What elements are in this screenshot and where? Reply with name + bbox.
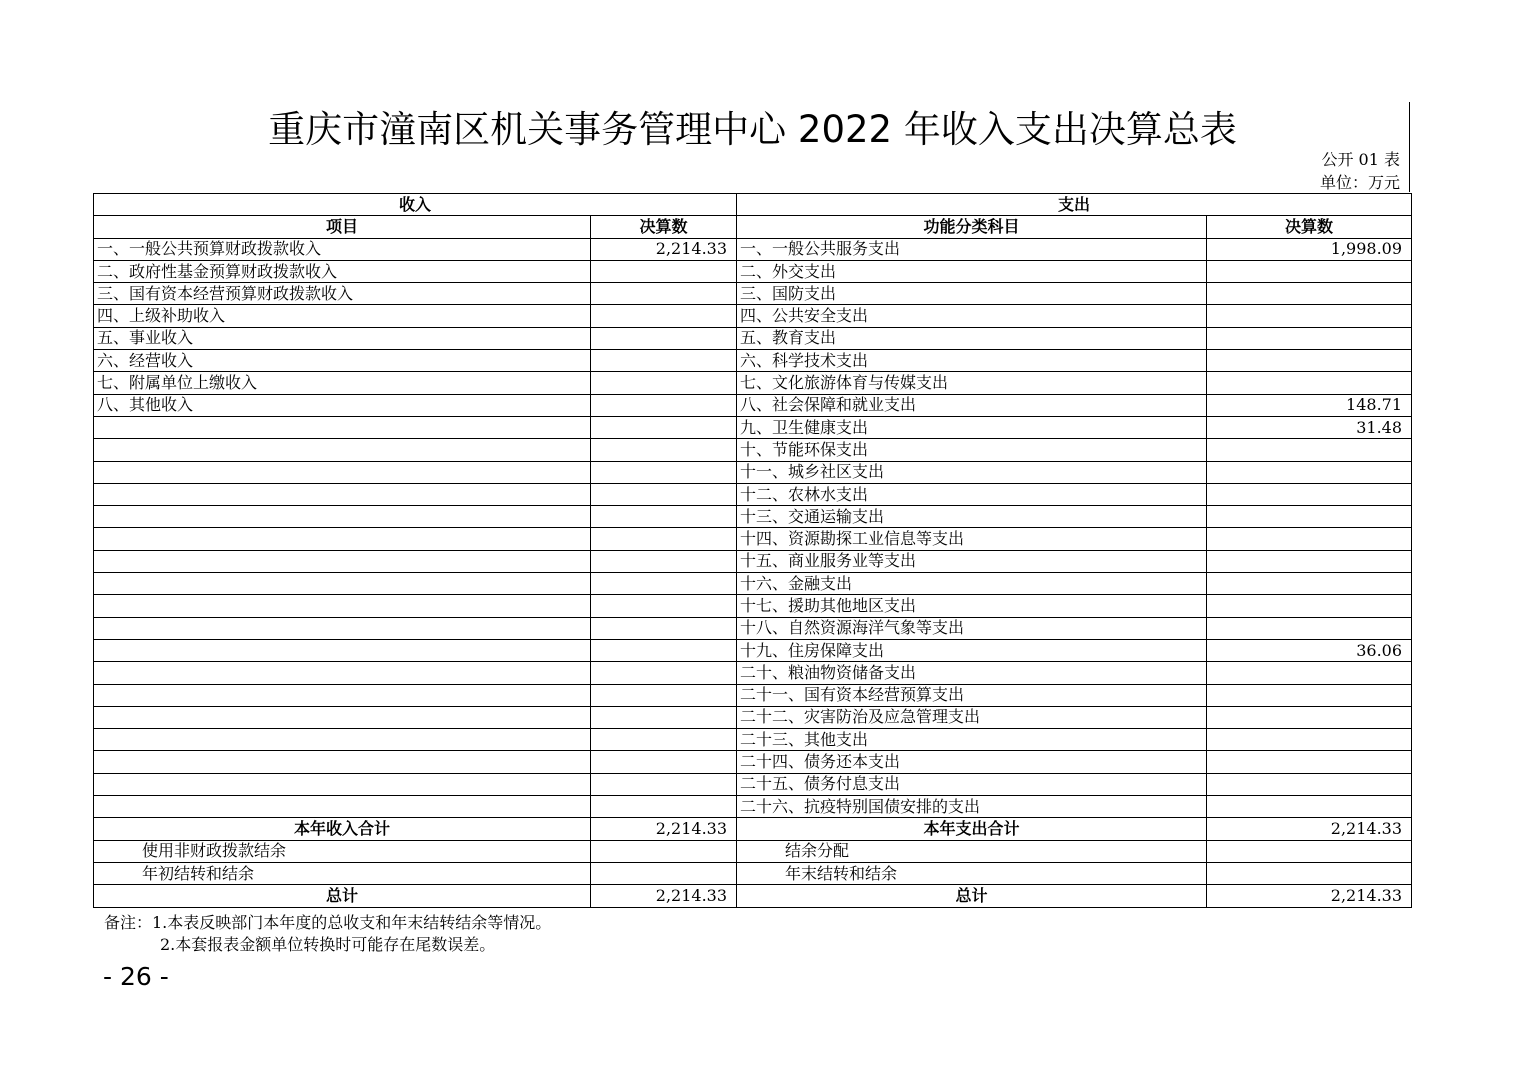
- table-row: [94, 550, 1412, 572]
- expense-item: 二十二、灾害防治及应急管理支出: [737, 706, 1207, 728]
- expense-item: 十九、住房保障支出: [737, 639, 1207, 661]
- income-item: [94, 617, 591, 639]
- expense-item: 十七、援助其他地区支出: [737, 595, 1207, 617]
- income-amount: [591, 372, 737, 394]
- expense-header: 支出: [737, 194, 1412, 216]
- income-amount: [591, 796, 737, 818]
- expense-item: 七、文化旅游体育与传媒支出: [737, 372, 1207, 394]
- income-item: [94, 796, 591, 818]
- page-number: - 26 -: [103, 962, 169, 991]
- table-row: [94, 283, 1412, 305]
- note-2: 2.本套报表金额单位转换时可能存在尾数误差。: [160, 935, 496, 954]
- income-amount: [591, 416, 737, 438]
- table-row: [94, 350, 1412, 372]
- expense-item: 二十三、其他支出: [737, 729, 1207, 751]
- table-row: [94, 416, 1412, 438]
- income-amount: [591, 461, 737, 483]
- income-amount: [591, 729, 737, 751]
- income-item: [94, 729, 591, 751]
- expense-item: 二、外交支出: [737, 260, 1207, 282]
- expense-amount: [1207, 729, 1412, 751]
- income-total-amount: 2,214.33: [591, 885, 737, 907]
- expense-amount: [1207, 327, 1412, 349]
- income-item: [94, 751, 591, 773]
- income-item: 七、附属单位上缴收入: [94, 372, 591, 394]
- expense-amount: [1207, 550, 1412, 572]
- table-row: [94, 729, 1412, 751]
- expense-item: 九、卫生健康支出: [737, 416, 1207, 438]
- expense-amount: [1207, 260, 1412, 282]
- column-header-row: [94, 216, 1412, 238]
- income-amount: [591, 305, 737, 327]
- expense-amount: 1,998.09: [1207, 238, 1412, 260]
- income-amount: [591, 773, 737, 795]
- expense-item: 十二、农林水支出: [737, 483, 1207, 505]
- expense-amount: [1207, 573, 1412, 595]
- expense-amount: [1207, 595, 1412, 617]
- expense-amount: [1207, 796, 1412, 818]
- expense-item: 一、一般公共服务支出: [737, 238, 1207, 260]
- table-row: [94, 751, 1412, 773]
- expense-item: 四、公共安全支出: [737, 305, 1207, 327]
- expense-item: 十三、交通运输支出: [737, 506, 1207, 528]
- income-item: [94, 528, 591, 550]
- table-row: [94, 372, 1412, 394]
- expense-amount: [1207, 372, 1412, 394]
- table-row: [94, 595, 1412, 617]
- expense-amount: [1207, 751, 1412, 773]
- income-amount: [591, 350, 737, 372]
- income-item: [94, 550, 591, 572]
- expense-amount: [1207, 862, 1412, 884]
- income-item: [94, 573, 591, 595]
- income-item: [94, 506, 591, 528]
- table-row: [94, 506, 1412, 528]
- income-amount: [591, 751, 737, 773]
- unit-label: 单位：万元: [1319, 173, 1400, 192]
- expense-item: 二十、粮油物资储备支出: [737, 662, 1207, 684]
- income-item: 年初结转和结余: [94, 862, 591, 884]
- expense-amount: [1207, 350, 1412, 372]
- income-subtotal-amount: 2,214.33: [591, 818, 737, 840]
- table-row: [94, 483, 1412, 505]
- income-amount: [591, 394, 737, 416]
- table-row: [94, 684, 1412, 706]
- income-amount-header: 决算数: [591, 216, 737, 238]
- note-1: 备注：1.本表反映部门本年度的总收支和年末结转结余等情况。: [104, 913, 552, 932]
- expense-amount: [1207, 617, 1412, 639]
- expense-item: 结余分配: [737, 840, 1207, 862]
- expense-item: 二十一、国有资本经营预算支出: [737, 684, 1207, 706]
- income-item: [94, 684, 591, 706]
- form-number: 公开 01 表: [1321, 150, 1400, 169]
- income-amount: [591, 595, 737, 617]
- expense-item: 二十四、债务还本支出: [737, 751, 1207, 773]
- income-amount: [591, 550, 737, 572]
- table-row: [94, 461, 1412, 483]
- table-row: [94, 706, 1412, 728]
- expense-amount: 36.06: [1207, 639, 1412, 661]
- income-item: 一、一般公共预算财政拨款收入: [94, 238, 591, 260]
- expense-item: 十五、商业服务业等支出: [737, 550, 1207, 572]
- income-item: [94, 706, 591, 728]
- expense-amount: [1207, 528, 1412, 550]
- income-amount: [591, 260, 737, 282]
- income-amount: [591, 684, 737, 706]
- income-amount: [591, 439, 737, 461]
- expense-amount: [1207, 305, 1412, 327]
- income-total-label: 总计: [94, 885, 591, 907]
- expense-amount-header: 决算数: [1207, 216, 1412, 238]
- income-amount: [591, 840, 737, 862]
- table-row: [94, 528, 1412, 550]
- table-row: [94, 305, 1412, 327]
- expense-item: 十、节能环保支出: [737, 439, 1207, 461]
- income-amount: 2,214.33: [591, 238, 737, 260]
- table-row: [94, 862, 1412, 884]
- table-row: [94, 662, 1412, 684]
- income-item: [94, 662, 591, 684]
- table-row: [94, 238, 1412, 260]
- income-item: 使用非财政拨款结余: [94, 840, 591, 862]
- table-row: [94, 617, 1412, 639]
- table-row: [94, 773, 1412, 795]
- table-row: [94, 327, 1412, 349]
- expense-amount: [1207, 662, 1412, 684]
- expense-subtotal-amount: 2,214.33: [1207, 818, 1412, 840]
- expense-amount: [1207, 706, 1412, 728]
- income-item: [94, 639, 591, 661]
- table-row: [94, 639, 1412, 661]
- income-item: 六、经营收入: [94, 350, 591, 372]
- total-row: [94, 885, 1412, 907]
- income-item: [94, 461, 591, 483]
- table-row: [94, 394, 1412, 416]
- expense-total-amount: 2,214.33: [1207, 885, 1412, 907]
- section-header-row: [94, 194, 1412, 216]
- income-item: 四、上级补助收入: [94, 305, 591, 327]
- income-amount: [591, 662, 737, 684]
- income-item: 八、其他收入: [94, 394, 591, 416]
- income-item: [94, 483, 591, 505]
- income-item: [94, 773, 591, 795]
- expense-total-label: 总计: [737, 885, 1207, 907]
- expense-amount: [1207, 506, 1412, 528]
- table-row: [94, 840, 1412, 862]
- income-item: [94, 439, 591, 461]
- income-amount: [591, 327, 737, 349]
- income-item: 三、国有资本经营预算财政拨款收入: [94, 283, 591, 305]
- income-item: 五、事业收入: [94, 327, 591, 349]
- income-item: [94, 595, 591, 617]
- table-row: [94, 439, 1412, 461]
- table-body: [94, 238, 1412, 818]
- expense-amount: [1207, 684, 1412, 706]
- table-row: [94, 260, 1412, 282]
- expense-item: 二十五、债务付息支出: [737, 773, 1207, 795]
- expense-amount: [1207, 773, 1412, 795]
- expense-item: 六、科学技术支出: [737, 350, 1207, 372]
- income-amount: [591, 573, 737, 595]
- expense-amount: 148.71: [1207, 394, 1412, 416]
- expense-item-header: 功能分类科目: [737, 216, 1207, 238]
- income-amount: [591, 862, 737, 884]
- expense-subtotal-label: 本年支出合计: [737, 818, 1207, 840]
- expense-amount: [1207, 283, 1412, 305]
- income-amount: [591, 706, 737, 728]
- expense-item: 十八、自然资源海洋气象等支出: [737, 617, 1207, 639]
- expense-item: 八、社会保障和就业支出: [737, 394, 1207, 416]
- expense-amount: [1207, 840, 1412, 862]
- income-item: 二、政府性基金预算财政拨款收入: [94, 260, 591, 282]
- expense-item: 十六、金融支出: [737, 573, 1207, 595]
- expense-amount: [1207, 483, 1412, 505]
- income-amount: [591, 617, 737, 639]
- page-title: 重庆市潼南区机关事务管理中心 2022 年收入支出决算总表: [268, 108, 1237, 151]
- expense-amount: [1207, 439, 1412, 461]
- income-item: [94, 416, 591, 438]
- expense-item: 年末结转和结余: [737, 862, 1207, 884]
- income-amount: [591, 528, 737, 550]
- income-subtotal-label: 本年收入合计: [94, 818, 591, 840]
- table-row: [94, 796, 1412, 818]
- budget-summary-table: [93, 193, 1412, 908]
- expense-item: 十四、资源勘探工业信息等支出: [737, 528, 1207, 550]
- expense-amount: [1207, 461, 1412, 483]
- expense-item: 十一、城乡社区支出: [737, 461, 1207, 483]
- income-amount: [591, 506, 737, 528]
- table-row: [94, 573, 1412, 595]
- income-amount: [591, 639, 737, 661]
- expense-item: 二十六、抗疫特别国债安排的支出: [737, 796, 1207, 818]
- income-item-header: 项目: [94, 216, 591, 238]
- expense-amount: 31.48: [1207, 416, 1412, 438]
- expense-item: 五、教育支出: [737, 327, 1207, 349]
- notes: [104, 912, 551, 956]
- expense-item: 三、国防支出: [737, 283, 1207, 305]
- income-header: 收入: [94, 194, 737, 216]
- income-amount: [591, 483, 737, 505]
- subtotal-row: [94, 818, 1412, 840]
- income-amount: [591, 283, 737, 305]
